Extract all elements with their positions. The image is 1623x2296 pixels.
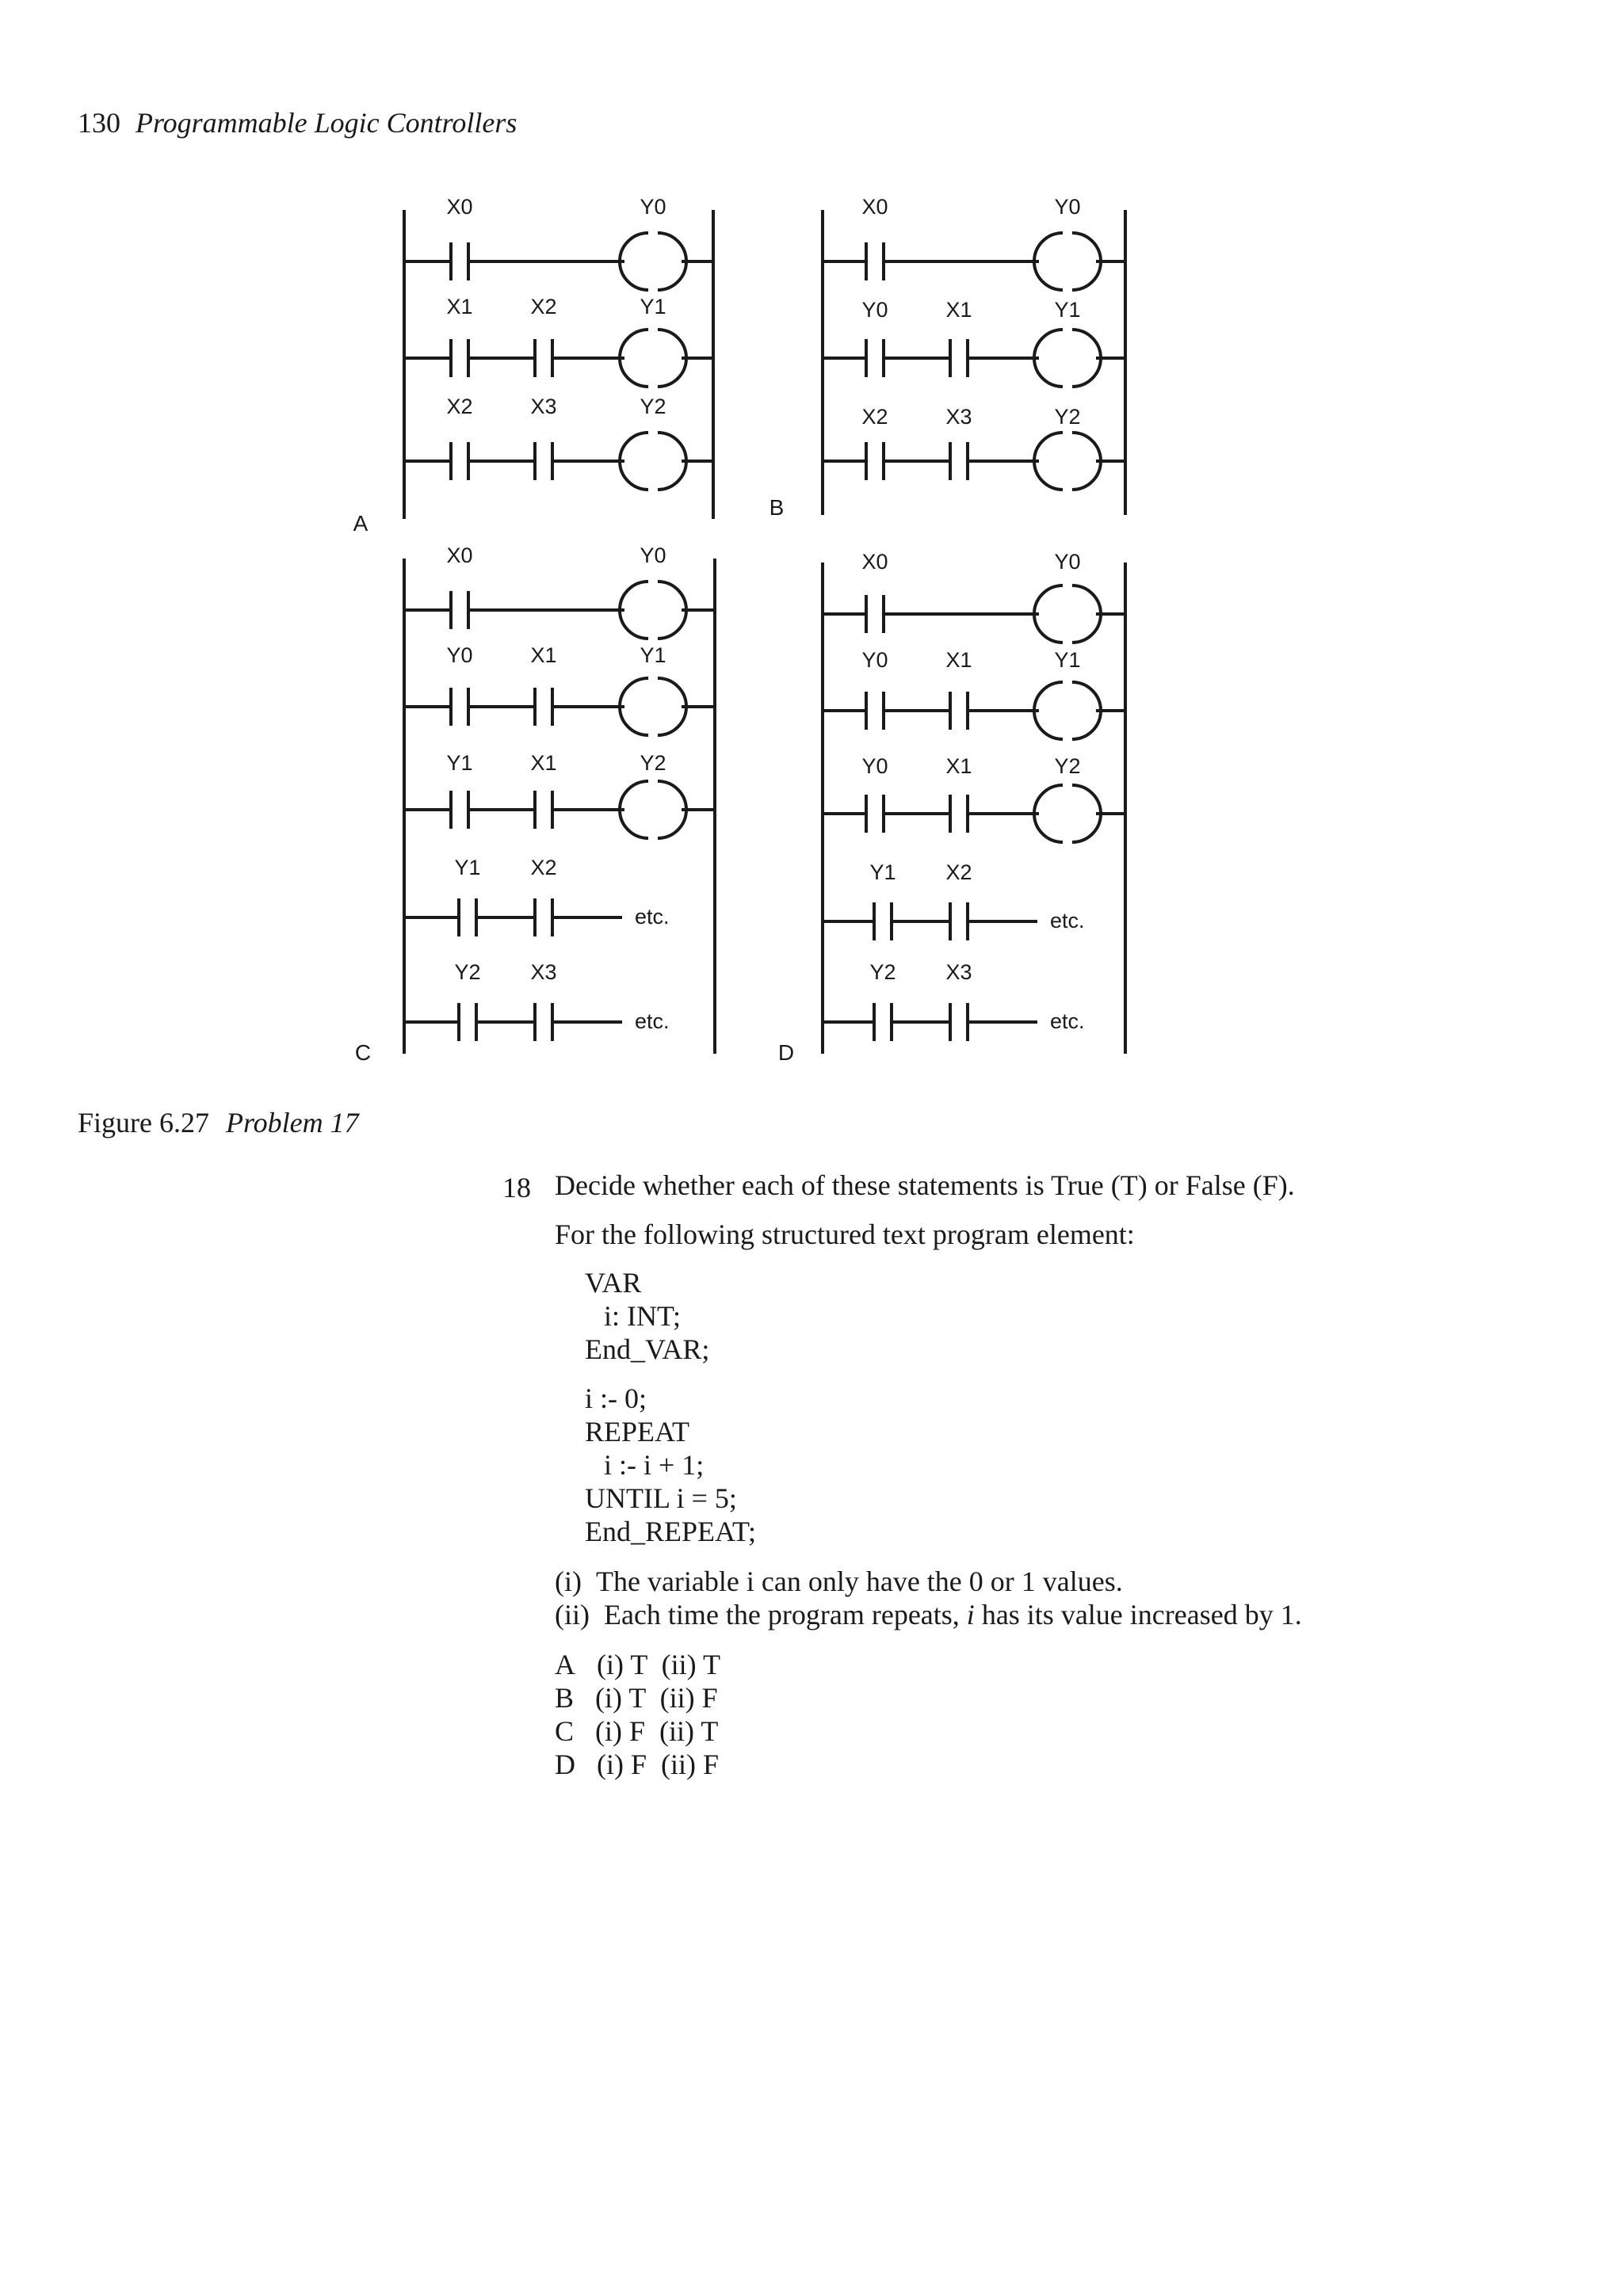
code-line: VAR	[585, 1267, 642, 1299]
coil-label: Y1	[1054, 298, 1081, 322]
question-number: 18	[502, 1172, 531, 1203]
contact-label: X1	[530, 751, 557, 775]
statement-marker: (ii)	[555, 1599, 590, 1630]
coil-label: Y0	[1054, 550, 1081, 574]
contact-label: X3	[945, 960, 972, 984]
coil-label: Y1	[640, 295, 666, 318]
contact-label: X3	[530, 395, 557, 418]
code-line: i: INT;	[604, 1300, 681, 1332]
statement-text: Each time the program repeats,	[603, 1599, 960, 1630]
code-line: UNTIL i = 5;	[585, 1482, 737, 1514]
option-letter: C	[555, 1715, 575, 1747]
caption-problem: Problem 17	[226, 1107, 359, 1138]
contact-label: X2	[530, 856, 557, 879]
coil-label: Y2	[1054, 754, 1081, 778]
statement-variable: i	[966, 1599, 975, 1630]
ladder-figure	[0, 0, 1623, 1109]
book-title: Programmable Logic Controllers	[136, 107, 517, 139]
contact-label: Y0	[446, 643, 473, 667]
option-text: (i) F (ii) T	[595, 1715, 719, 1747]
option-letter: A	[555, 1649, 575, 1680]
diagram-label: A	[353, 511, 369, 536]
statement-text: has its value increased by 1.	[981, 1599, 1302, 1630]
contact-label: X2	[530, 295, 557, 318]
contact-label: X1	[945, 754, 972, 778]
contact-label: Y2	[454, 960, 481, 984]
statement-ii	[555, 1598, 1302, 1631]
ladder-diagrams	[0, 0, 1623, 1109]
diagram-label: D	[777, 1040, 795, 1065]
contact-label: X1	[530, 643, 557, 667]
page-number: 130	[78, 107, 120, 139]
contact-label: X0	[446, 195, 473, 219]
code-line: End_REPEAT;	[585, 1516, 757, 1547]
code-line: i :- i + 1;	[604, 1449, 705, 1481]
statement-i	[555, 1565, 1123, 1598]
statement-marker: (i)	[555, 1566, 582, 1597]
statement-text: The variable i can only have the 0 or 1 values.	[595, 1566, 1123, 1597]
option-text: (i) T (ii) F	[595, 1682, 718, 1714]
coil-label: Y0	[1054, 195, 1081, 219]
contact-label: X1	[945, 648, 972, 672]
contact-label: X1	[446, 295, 473, 318]
answer-option-a	[555, 1648, 720, 1681]
contact-label: X0	[861, 195, 888, 219]
code-line: REPEAT	[585, 1416, 690, 1447]
coil-label: Y0	[640, 543, 666, 567]
contact-label: Y2	[869, 960, 896, 984]
contact-label: X1	[945, 298, 972, 322]
answer-option-d	[555, 1748, 719, 1781]
coil-label: Y2	[640, 395, 666, 418]
code-line: End_VAR;	[585, 1333, 710, 1365]
option-text: (i) F (ii) F	[597, 1749, 720, 1780]
coil-label: Y1	[1054, 648, 1081, 672]
rung-etc-text: etc.	[1050, 1009, 1085, 1033]
question-intro: For the following structured text program element:	[555, 1219, 1135, 1250]
contact-label: X2	[446, 395, 473, 418]
figure-caption	[78, 1106, 359, 1139]
rung-etc-text: etc.	[1050, 909, 1085, 933]
option-letter: B	[555, 1682, 575, 1714]
caption-label: Figure 6.27	[78, 1107, 209, 1138]
contact-label: X0	[861, 550, 888, 574]
contact-label: Y1	[454, 856, 481, 879]
option-text: (i) T (ii) T	[597, 1649, 720, 1680]
answer-option-b	[555, 1681, 718, 1714]
contact-label: Y1	[446, 751, 473, 775]
contact-label: X3	[945, 405, 972, 429]
rung-etc-text: etc.	[635, 905, 670, 929]
question-prompt: Decide whether each of these statements is True (T) or False (F).	[555, 1169, 1295, 1201]
contact-label: Y1	[869, 860, 896, 884]
contact-label: Y0	[861, 754, 888, 778]
contact-label: X0	[446, 543, 473, 567]
contact-label: Y0	[861, 648, 888, 672]
coil-label: Y0	[640, 195, 666, 219]
contact-label: X3	[530, 960, 557, 984]
contact-label: X2	[861, 405, 888, 429]
answer-option-c	[555, 1714, 718, 1748]
option-letter: D	[555, 1749, 575, 1780]
diagram-label: C	[354, 1040, 372, 1065]
coil-label: Y1	[640, 643, 666, 667]
diagram-label: B	[769, 495, 785, 520]
rung-etc-text: etc.	[635, 1009, 670, 1033]
coil-label: Y2	[1054, 405, 1081, 429]
contact-label: Y0	[861, 298, 888, 322]
coil-label: Y2	[640, 751, 666, 775]
code-line: i :- 0;	[585, 1383, 647, 1414]
contact-label: X2	[945, 860, 972, 884]
